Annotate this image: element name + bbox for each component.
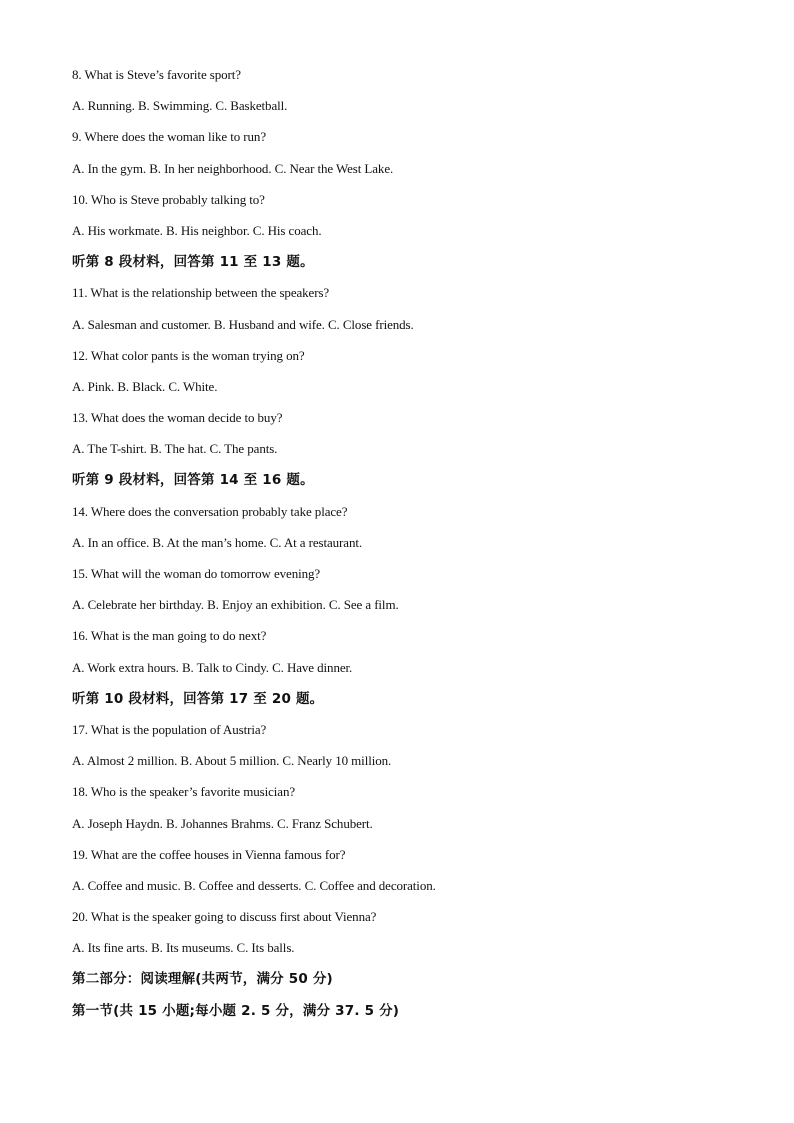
question-17: 17. What is the population of Austria? — [72, 721, 267, 737]
question-18: 18. Who is the speaker’s favorite musician? — [72, 784, 296, 800]
options-13: A. The T-shirt. B. The hat. C. The pants. — [72, 441, 278, 457]
section-heading-8: 听第 8 段材料，回答第 11 至 13 题。 — [72, 254, 314, 271]
question-15: 15. What will the woman do tomorrow evening? — [72, 566, 321, 581]
options-10: A. His workmate. B. His neighbor. C. His coach. — [72, 222, 322, 238]
options-19: A. Coffee and music. B. Coffee and desserts. C. Coffee and decoration. — [72, 877, 436, 893]
options-17: A. Almost 2 million. B. About 5 million. C. Nearly 10 million. — [72, 753, 392, 769]
question-13: 13. What does the woman decide to buy? — [72, 410, 283, 426]
question-8: 8. What is Steve’s favorite sport? — [72, 67, 241, 82]
options-11: A. Salesman and customer. B. Husband and wife. C. Close friends. — [72, 316, 414, 332]
question-9: 9. Where does the woman like to run? — [72, 129, 266, 145]
options-12: A. Pink. B. Black. C. White. — [72, 378, 218, 394]
question-10: 10. Who is Steve probably talking to? — [72, 191, 265, 207]
question-14: 14. Where does the conversation probably take place? — [72, 503, 348, 519]
section-one-heading: 第一节(共 15 小题;每小题 2. 5 分，满分 37. 5 分) — [72, 1002, 400, 1019]
question-19: 19. What are the coffee houses in Vienna famous for? — [72, 846, 346, 862]
options-18: A. Joseph Haydn. B. Johannes Brahms. C. Franz Schubert. — [72, 815, 373, 831]
options-15: A. Celebrate her birthday. B. Enjoy an exhibition. C. See a film. — [72, 597, 399, 613]
part-two-heading: 第二部分：阅读理解(共两节，满分 50 分) — [72, 971, 333, 988]
document-page — [72, 66, 732, 1033]
section-heading-10: 听第 10 段材料，回答第 17 至 20 题。 — [72, 690, 324, 707]
question-20: 20. What is the speaker going to discuss first about Vienna? — [72, 909, 377, 925]
options-14: A. In an office. B. At the man’s home. C. At a restaurant. — [72, 534, 363, 550]
question-12: 12. What color pants is the woman trying on? — [72, 347, 305, 363]
question-11: 11. What is the relationship between the speakers? — [72, 285, 330, 301]
options-8: A. Running. B. Swimming. C. Basketball. — [72, 98, 288, 114]
question-16: 16. What is the man going to do next? — [72, 628, 267, 644]
options-9: A. In the gym. B. In her neighborhood. C. Near the West Lake. — [72, 160, 394, 176]
options-16: A. Work extra hours. B. Talk to Cindy. C. Have dinner. — [72, 659, 353, 675]
options-20: A. Its fine arts. B. Its museums. C. Its balls. — [72, 940, 295, 956]
section-heading-9: 听第 9 段材料，回答第 14 至 16 题。 — [72, 472, 314, 489]
